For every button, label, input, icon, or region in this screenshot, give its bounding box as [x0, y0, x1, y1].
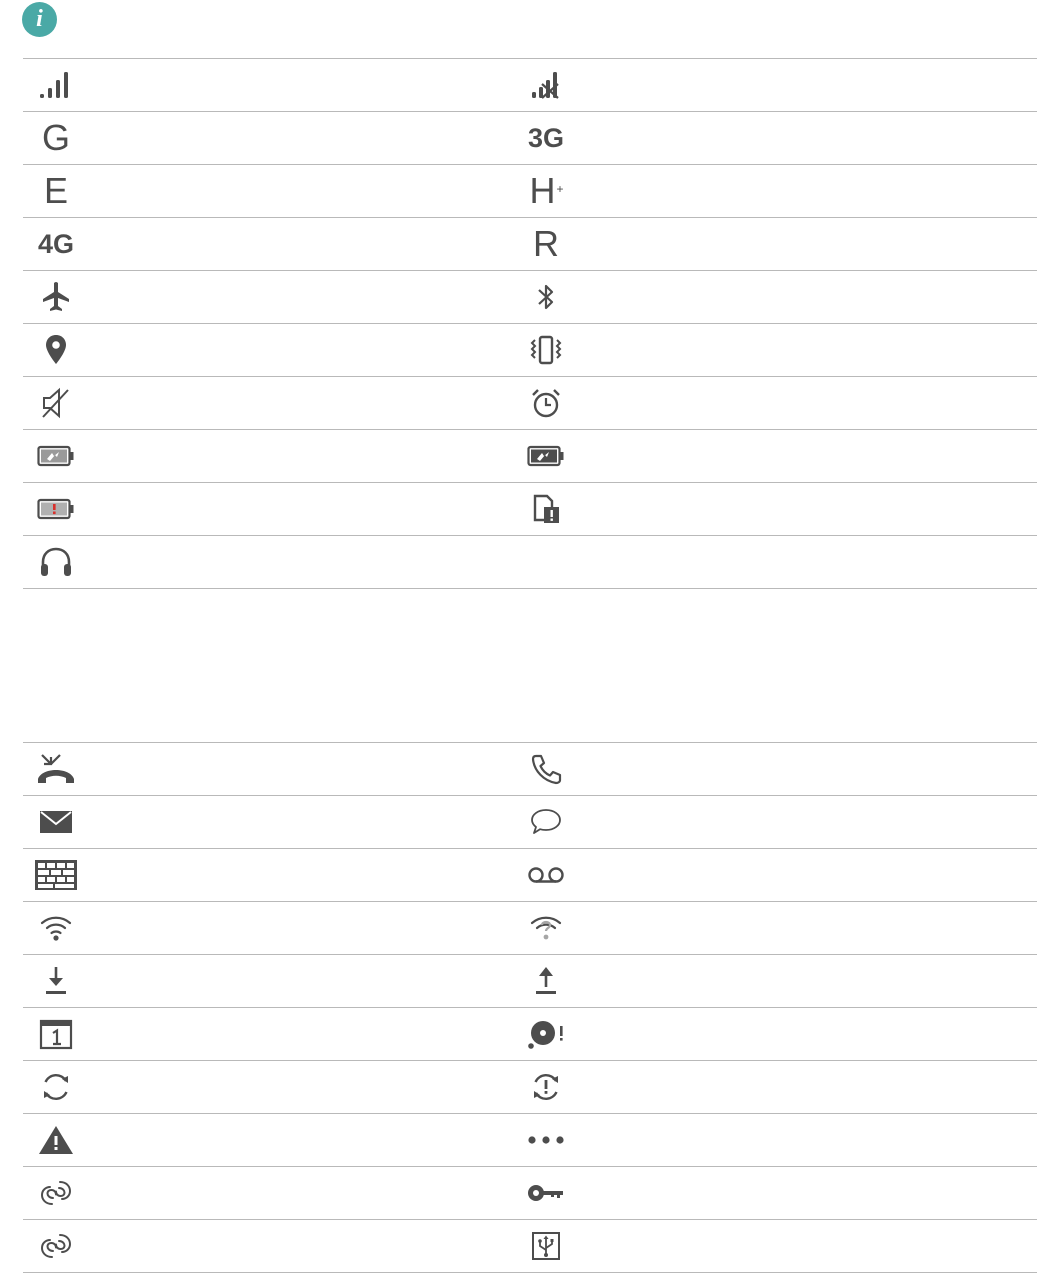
table-row: [23, 430, 1037, 483]
airplane-mode-icon: [31, 271, 81, 323]
4g-network-icon: 4G: [37, 228, 75, 259]
table-row: [23, 218, 1037, 271]
bluetooth-icon: [521, 271, 571, 323]
table-row: [23, 902, 1037, 955]
more-notifications-icon: [521, 1114, 571, 1166]
hspa-plus-sign: +: [556, 182, 564, 196]
uploading-icon: [521, 955, 571, 1007]
table-row: [23, 483, 1037, 536]
location-icon: [31, 324, 81, 376]
no-sim-card-icon: [521, 483, 571, 535]
table-row: [23, 1061, 1037, 1114]
missed-call-icon: [31, 743, 81, 795]
hspa-plus-network-icon: [521, 165, 571, 217]
edge-network-icon: E: [43, 170, 68, 211]
battery-low-icon: [31, 483, 81, 535]
voicemail-icon: [521, 849, 571, 901]
new-message-icon: [521, 796, 571, 848]
table-row: [23, 743, 1037, 796]
notification-icons-table: [23, 742, 1037, 1273]
usb-tethering-icon: [31, 1220, 81, 1272]
usb-debugging-icon: [521, 1220, 571, 1272]
table-row: [23, 536, 1037, 589]
alarm-icon: [521, 377, 571, 429]
table-row: [23, 1114, 1037, 1167]
downloading-icon: [31, 955, 81, 1007]
warning-icon: [31, 1114, 81, 1166]
3g-network-icon: 3G: [527, 122, 565, 153]
table-row: [23, 1220, 1037, 1273]
table-row: [23, 955, 1037, 1008]
status-icons-table: [23, 58, 1037, 589]
vibrate-mode-icon: [521, 324, 571, 376]
storage-full-icon: [521, 1008, 571, 1060]
table-row: [23, 271, 1037, 324]
wifi-available-icon: [31, 902, 81, 954]
no-signal-icon: [521, 59, 571, 111]
table-row: [23, 796, 1037, 849]
hotspot-icon: [31, 1167, 81, 1219]
vpn-icon: [521, 1167, 571, 1219]
wifi-weak-icon: [521, 902, 571, 954]
table-row: [23, 165, 1037, 218]
info-icon: i: [22, 2, 57, 37]
table-row: [23, 59, 1037, 112]
roaming-icon: R: [533, 223, 559, 264]
new-email-icon: [31, 796, 81, 848]
call-in-progress-icon: [521, 743, 571, 795]
table-row: [23, 112, 1037, 165]
table-row: [23, 1008, 1037, 1061]
table-row: [23, 849, 1037, 902]
gprs-network-icon: G: [41, 117, 70, 158]
calendar-event-icon: [31, 1008, 81, 1060]
sync-failed-icon: [521, 1061, 571, 1113]
silent-mode-icon: [31, 377, 81, 429]
hspa-letter: H: [529, 170, 556, 211]
keyboard-icon: [31, 849, 81, 901]
table-row: [23, 1167, 1037, 1220]
table-row: [23, 377, 1037, 430]
battery-charging-icon: [31, 430, 81, 482]
battery-full-icon: [521, 430, 571, 482]
table-row: [23, 324, 1037, 377]
syncing-icon: [31, 1061, 81, 1113]
signal-strength-icon: [31, 59, 81, 111]
headset-icon: [31, 536, 81, 588]
